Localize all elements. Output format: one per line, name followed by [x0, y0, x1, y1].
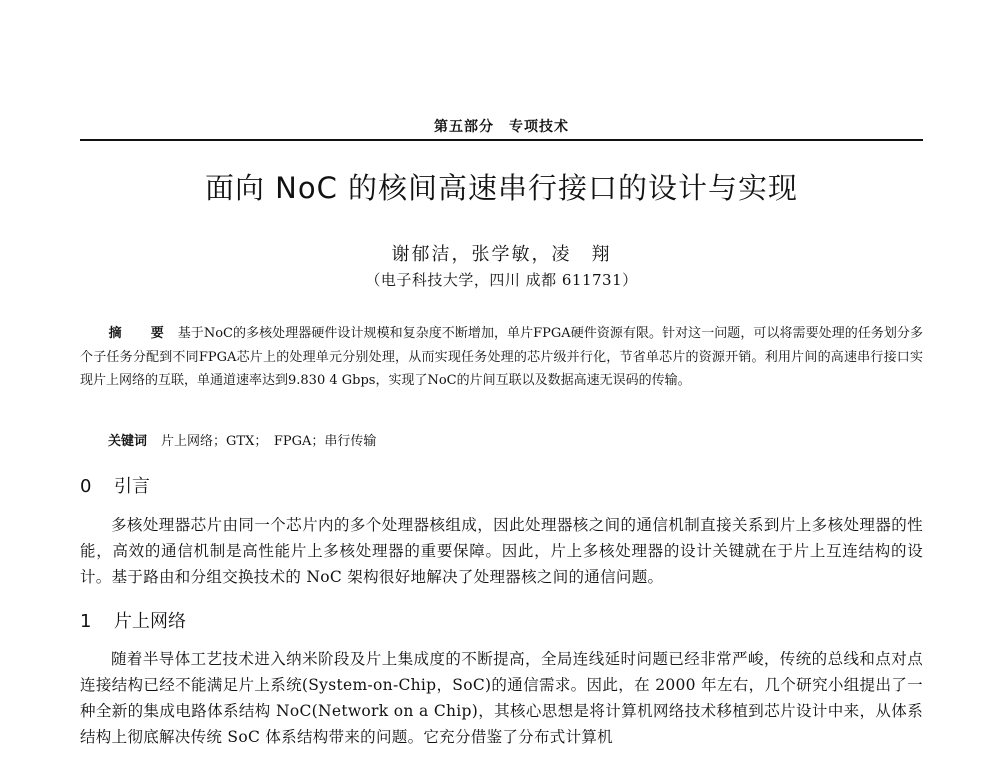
- section-paragraph: 随着半导体工艺技术进入纳米阶段及片上集成度的不断提高，全局连线延时问题已经非常严峻，传统的总线和点对点连接结构已经不能满足片上系统(System-on-Chip，SoC)的通信需求。因此，在 2000 年左右，几个研究小组提出了一种全新的集成电路体系结构 NoC(Network on a Chip)，其核心思想是将计算机网络技术移植到芯片设计中来，从体系结构上彻底解决传统 SoC 体系结构带来的问题。它充分借鉴了分布式计算机: [80, 650, 923, 746]
- section-heading: [80, 607, 923, 633]
- keywords-label: 关键词: [108, 434, 148, 449]
- affiliation: （电子科技大学，四川 成都 611731）: [365, 271, 638, 289]
- header-rule: [80, 139, 923, 141]
- section-paragraph: 多核处理器芯片由同一个芯片内的多个处理器核组成，因此处理器核之间的通信机制直接关系到片上多核处理器的性能，高效的通信机制是高性能片上多核处理器的重要保障。因此，片上多核处理器的设计关键就在于片上互连结构的设计。基于路由和分组交换技术的 NoC 架构很好地解决了处理器核之间的通信问题。: [80, 516, 923, 586]
- paper-title: 面向 NoC 的核间高速串行接口的设计与实现: [204, 171, 799, 205]
- section-title: 引言: [114, 476, 150, 497]
- running-header: 第五部分 专项技术: [434, 119, 569, 135]
- section-heading: [80, 472, 923, 498]
- abstract: [80, 322, 923, 393]
- abstract-text: 基于NoC的多核处理器硬件设计规模和复杂度不断增加，单片FPGA硬件资源有限。针对这一问题，可以将需要处理的任务划分多个子任务分配到不同FPGA芯片上的处理单元分别处理，从而实现任务处理的芯片级并行化，节省单芯片的资源开销。利用片间的高速串行接口实现片上网络的互联，单通道速率达到9.830 4 Gbps，实现了NoC的片间互联以及数据高速无误码的传输。: [80, 326, 923, 388]
- section-number: 0: [80, 476, 92, 497]
- keywords: [80, 430, 923, 449]
- abstract-label: 摘 要: [108, 326, 172, 341]
- section-number: 1: [80, 611, 92, 632]
- author-list: 谢郁洁，张学敏，凌 翔: [391, 244, 612, 265]
- keywords-text: 片上网络；GTX； FPGA；串行传输: [161, 434, 377, 449]
- section-title: 片上网络: [114, 611, 186, 632]
